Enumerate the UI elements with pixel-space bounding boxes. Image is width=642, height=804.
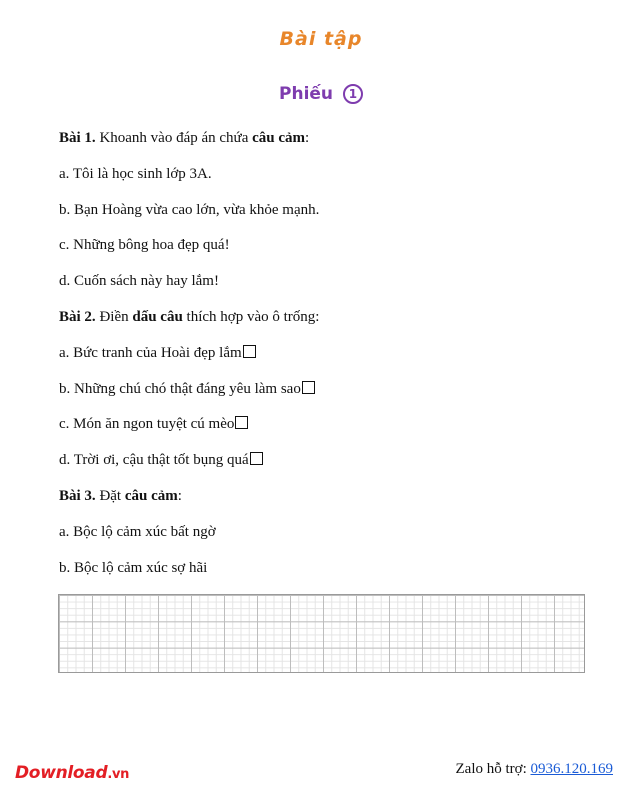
zalo-support xyxy=(456,761,614,778)
logo-suffix: .vn xyxy=(107,767,130,782)
writing-grid[interactable] xyxy=(58,594,585,673)
exercise-1-option-c: c. Những bông hoa đẹp quá! xyxy=(59,237,230,253)
exercise-2-keyword: dấu câu xyxy=(132,309,183,325)
exercise-3-item-a: a. Bộc lộ cảm xúc bất ngờ xyxy=(59,524,216,540)
exercise-1-option-a: a. Tôi là học sinh lớp 3A. xyxy=(59,166,212,182)
logo-main: Download xyxy=(15,763,108,783)
exercise-2-item-a xyxy=(59,345,256,362)
exercise-3-text-pre: Đặt xyxy=(95,488,125,504)
answer-box[interactable] xyxy=(235,416,248,429)
exercise-2-text-pre: Điền xyxy=(95,309,133,325)
exercise-1-option-d: d. Cuốn sách này hay lắm! xyxy=(59,273,219,289)
exercise-2-heading xyxy=(59,309,319,326)
exercise-2-item-c-text: c. Món ăn ngon tuyệt cú mèo xyxy=(59,416,235,432)
exercise-1-label: Bài 1. xyxy=(59,130,96,146)
sheet-label: Phiếu xyxy=(279,84,334,104)
exercise-3-keyword: câu cảm xyxy=(124,488,178,504)
exercise-2-item-b xyxy=(59,381,315,398)
exercise-1-text-post: : xyxy=(305,130,310,146)
answer-box[interactable] xyxy=(302,381,315,394)
answer-box[interactable] xyxy=(250,452,263,465)
exercise-3-label: Bài 3. xyxy=(59,488,96,504)
exercise-2-item-c xyxy=(59,416,248,433)
exercise-3-heading xyxy=(59,488,182,505)
answer-box[interactable] xyxy=(243,345,256,358)
exercise-2-item-d xyxy=(59,452,263,469)
sheet-heading xyxy=(0,84,642,104)
exercise-1-option-b: b. Bạn Hoàng vừa cao lớn, vừa khỏe mạnh. xyxy=(59,202,320,218)
exercise-2-text-post: thích hợp vào ô trống: xyxy=(182,309,320,325)
zalo-phone-link[interactable]: 0936.120.169 xyxy=(530,761,613,777)
download-vn-logo[interactable] xyxy=(15,763,129,783)
exercise-2-item-b-text: b. Những chú chó thật đáng yêu làm sao xyxy=(59,381,301,397)
exercise-3-text-post: : xyxy=(177,488,182,504)
exercise-1-text-pre: Khoanh vào đáp án chứa xyxy=(95,130,253,146)
zalo-label: Zalo hỗ trợ: xyxy=(455,761,531,777)
exercise-1-keyword: câu cảm xyxy=(252,130,306,146)
exercise-3-item-b: b. Bộc lộ cảm xúc sợ hãi xyxy=(59,560,208,576)
exercise-2-item-d-text: d. Trời ơi, cậu thật tốt bụng quá xyxy=(59,452,249,468)
worksheet-title: Bài tập xyxy=(279,28,363,50)
sheet-number: 1 xyxy=(343,84,363,104)
exercise-1-heading xyxy=(59,130,309,147)
exercise-2-label: Bài 2. xyxy=(59,309,96,325)
exercise-2-item-a-text: a. Bức tranh của Hoài đẹp lắm xyxy=(59,345,242,361)
